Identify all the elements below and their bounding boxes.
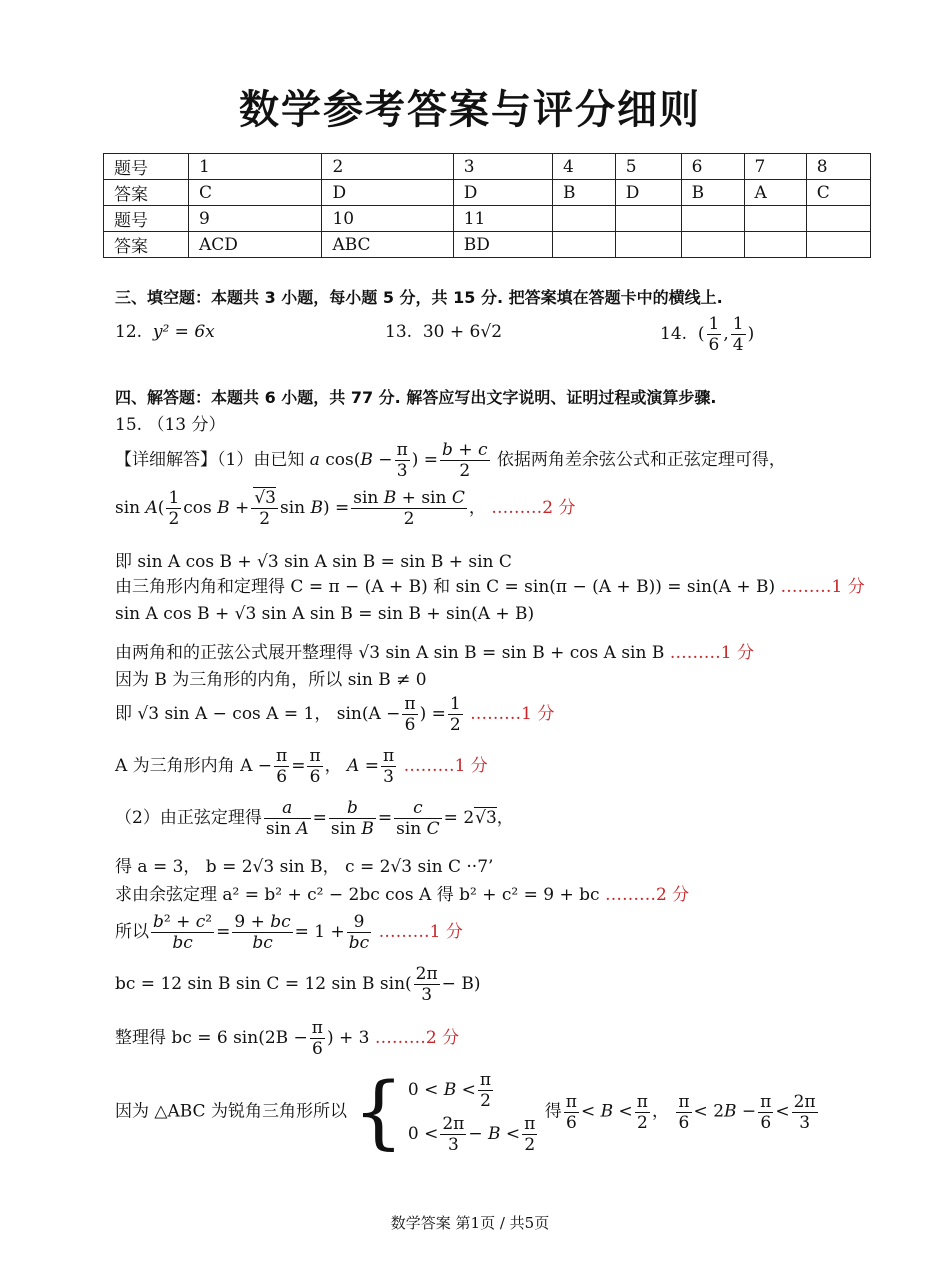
solution-step-9: A 为三角形内角 A − $\frac{\pi}{6}$ = $\frac{\pi}{6}$ ， A = $\frac{\pi}{3}$ ………1 分 <box>115 746 488 787</box>
step-text: 依据两角差余弦公式和正弦定理可得， <box>496 450 786 470</box>
answer-text: y² = 6x <box>152 322 215 342</box>
fraction: $\frac{\pi}{3}$ <box>396 440 408 481</box>
table-cell: 题号 <box>104 206 189 232</box>
fraction: $\frac{b + c}{2}$ <box>442 440 488 481</box>
solution-step-8: 即 √3 sin A − cos A = 1， sin(A − $\frac{\pi}{6}$ ) = $\frac{1}{2}$ ………1 分 <box>115 694 555 735</box>
solution-step-3: 即 sin A cos B + √3 sin A sin B = sin B + sin C <box>115 552 512 572</box>
step-text: 得 <box>544 1101 562 1122</box>
solution-step-4 <box>115 572 865 597</box>
score-mark: ………1 分 <box>403 756 488 776</box>
fraction: $\frac{2\pi}{3}$ <box>793 1091 816 1133</box>
solution-step-2: sin A( $\frac{1}{2}$ cos B + $\frac{√3}{2}$ sin B) = $\frac{\text{sin B + sin C}}{2}$ ， ………2 分 <box>115 488 576 529</box>
table-cell: 7 <box>744 154 806 180</box>
table-cell: A <box>744 180 806 206</box>
question-number: 13. <box>385 322 413 342</box>
fraction: $\frac{1}{2}$ <box>168 488 180 529</box>
score-mark: ………2 分 <box>604 885 690 905</box>
step-text: 由三角形内角和定理得 C = π − (A + B) 和 sin C = sin(π − (A + B)) = sin(A + B) <box>115 577 776 597</box>
score-mark: ………1 分 <box>470 704 555 724</box>
table-cell: 8 <box>806 154 870 180</box>
step-text: 【详细解答】（1）由已知 <box>115 450 305 470</box>
solution-step-1: 【详细解答】（1）由已知 a cos(B − $\frac{\pi}{3}$ ) = $\frac{b + c}{2}$ 依据两角差余弦公式和正弦定理可得， <box>115 440 786 481</box>
table-cell: 6 <box>681 154 744 180</box>
table-cell: ABC <box>322 232 453 258</box>
table-cell <box>806 206 870 232</box>
step-text: 即 √3 sin A − cos A = 1， sin(A − <box>115 704 401 724</box>
fraction: $\frac{\pi}{6}$ <box>404 694 416 735</box>
table-cell: 3 <box>453 154 552 180</box>
step-text: 因为 △ABC 为锐角三角形所以 <box>115 1101 347 1122</box>
brace: { <box>352 1065 404 1158</box>
table-cell: 1 <box>189 154 322 180</box>
fill-answer-13 <box>385 322 502 342</box>
table-row <box>104 206 871 232</box>
table-cell: 11 <box>453 206 552 232</box>
step-text: ) + 3 <box>326 1028 370 1048</box>
solution-step-15 <box>115 1018 459 1059</box>
fraction: $\frac{2\pi}{3}$ <box>415 964 438 1005</box>
table-row <box>104 154 871 180</box>
step-text: 所以 <box>115 922 149 942</box>
table-cell <box>615 232 681 258</box>
fraction: $\frac{\pi}{2}$ <box>479 1070 492 1111</box>
page-title: 数学参考答案与评分细则 <box>239 87 701 133</box>
section-heading-solve: 四、解答题：本题共 6 小题，共 77 分. 解答应写出文字说明、证明过程或演算步骤. <box>115 388 717 407</box>
fraction: $\frac{1}{2}$ <box>449 694 461 735</box>
table-cell: 5 <box>615 154 681 180</box>
table-cell <box>681 206 744 232</box>
table-cell: B <box>552 180 615 206</box>
table-cell <box>615 206 681 232</box>
table-cell: 2 <box>322 154 453 180</box>
fraction: $\frac{\pi}{2}$ <box>636 1091 648 1133</box>
step-text: 整理得 bc = 6 sin(2B − <box>115 1028 308 1048</box>
step-text: 求由余弦定理 a² = b² + c² − 2bc cos A 得 b² + c² = 9 + bc <box>115 885 600 905</box>
answer-table <box>103 153 871 258</box>
fraction: $\frac{\text{sin B + sin C}}{2}$ <box>353 488 465 529</box>
question-number: 12. <box>115 322 143 342</box>
table-cell: 4 <box>552 154 615 180</box>
table-cell <box>552 206 615 232</box>
score-mark: ………2 分 <box>491 498 576 518</box>
question-number: 14. <box>660 324 688 344</box>
solution-step-7: 因为 B 为三角形的内角，所以 sin B ≠ 0 <box>115 670 427 690</box>
table-cell: 答案 <box>104 232 189 258</box>
table-cell <box>552 232 615 258</box>
table-cell: 答案 <box>104 180 189 206</box>
fraction: $\frac{a}{\text{sin A}}$ <box>265 798 309 839</box>
table-row <box>104 232 871 258</box>
score-mark: ………1 分 <box>669 643 754 663</box>
fraction: $\frac{√3}{2}$ <box>251 488 278 529</box>
fraction: $\frac{2\pi}{3}$ <box>442 1114 465 1155</box>
fraction: $\frac{9}{bc}$ <box>348 912 370 953</box>
fraction: $\frac{\pi}{6}$ <box>565 1091 577 1133</box>
score-mark: ………1 分 <box>780 577 865 597</box>
table-row <box>104 180 871 206</box>
inequality-system: 0 < B < $\frac{\pi}{2}$ 0 < $\frac{2\pi}{3}$ − B < $\frac{\pi}{2}$ <box>407 1070 536 1155</box>
solution-step-12 <box>115 880 689 905</box>
solution-step-16: 因为 △ABC 为锐角三角形所以{ 0 < B < $\frac{\pi}{2}$ 0 < $\frac{2\pi}{3}$ − B < $\frac{\pi}{2}$ 得 $\frac{\pi}{6}$ < B < $\frac{\pi}{2}$ ， $\frac{\pi}{6}$ < 2B − $\frac{\pi}{6}$ < $\frac{2\pi}{3}$ <box>115 1065 816 1158</box>
fraction: $\frac{1}{6}$ <box>708 314 720 355</box>
table-cell <box>681 232 744 258</box>
solution-step-10: （2）由正弦定理得 $\frac{a}{\text{sin A}}$ = $\frac{b}{\text{sin B}}$ = $\frac{c}{\text{sin C}}$ = 2√3， <box>115 798 514 839</box>
score-mark: ………2 分 <box>374 1028 460 1048</box>
solution-step-13: 所以 $\frac{\text{b² + c²}}{bc}$ = $\frac{9 + bc}{bc}$ = 1 + $\frac{9}{bc}$ ………1 分 <box>115 912 463 953</box>
fraction: $\frac{9 + bc}{bc}$ <box>234 912 291 953</box>
section-heading-fill: 三、填空题：本题共 3 小题，每小题 5 分，共 15 分. 把答案填在答题卡中的横线上. <box>115 288 723 307</box>
table-cell: ACD <box>189 232 322 258</box>
solution-step-11: 得 a = 3， b = 2√3 sin B， c = 2√3 sin C ··7’ <box>115 857 494 877</box>
table-cell: 题号 <box>104 154 189 180</box>
fill-answer-12 <box>115 322 215 342</box>
table-cell: 9 <box>189 206 322 232</box>
fraction: $\frac{b}{\text{sin B}}$ <box>330 798 374 839</box>
fraction: $\frac{\pi}{6}$ <box>309 746 321 787</box>
fraction: $\frac{\pi}{6}$ <box>678 1091 690 1133</box>
fraction: $\frac{\pi}{2}$ <box>524 1114 536 1155</box>
step-text: − B) <box>441 974 481 994</box>
solution-step-14 <box>115 964 480 1005</box>
table-cell <box>744 232 806 258</box>
solution-step-5: sin A cos B + √3 sin A sin B = sin B + sin(A + B) <box>115 604 535 624</box>
table-cell: B <box>681 180 744 206</box>
question-header: 15. （13 分） <box>115 415 226 435</box>
table-cell: 10 <box>322 206 453 232</box>
fill-answers <box>115 314 835 360</box>
fraction: $\frac{\pi}{6}$ <box>311 1018 323 1059</box>
fraction: $\frac{1}{4}$ <box>732 314 744 355</box>
fraction: $\frac{\pi}{6}$ <box>276 746 288 787</box>
table-cell: C <box>189 180 322 206</box>
table-cell <box>744 206 806 232</box>
table-cell <box>806 232 870 258</box>
table-cell: D <box>453 180 552 206</box>
step-text: 由两角和的正弦公式展开整理得 √3 sin A sin B = sin B + cos A sin B <box>115 643 665 663</box>
score-mark: ………1 分 <box>378 922 463 942</box>
table-cell: D <box>615 180 681 206</box>
step-text: A 为三角形内角 A − <box>115 756 273 776</box>
page-footer: 数学答案 第1页 / 共5页 <box>390 1214 550 1232</box>
table-cell: D <box>322 180 453 206</box>
answer-text: 30 + 6√2 <box>422 322 503 342</box>
fill-answer-14: 14. ( $\frac{1}{6}$ , $\frac{1}{4}$ ) <box>660 314 755 355</box>
step-text: bc = 12 sin B sin C = 12 sin B sin( <box>115 974 412 994</box>
fraction: $\frac{\text{b² + c²}}{bc}$ <box>153 912 213 953</box>
table-cell: BD <box>453 232 552 258</box>
fraction: $\frac{\pi}{3}$ <box>382 746 395 787</box>
fraction: $\frac{\pi}{6}$ <box>760 1091 772 1133</box>
step-text: （2）由正弦定理得 <box>115 808 262 828</box>
solution-step-6 <box>115 638 754 663</box>
fraction: $\frac{c}{\text{sin C}}$ <box>396 798 440 839</box>
table-cell: C <box>806 180 870 206</box>
